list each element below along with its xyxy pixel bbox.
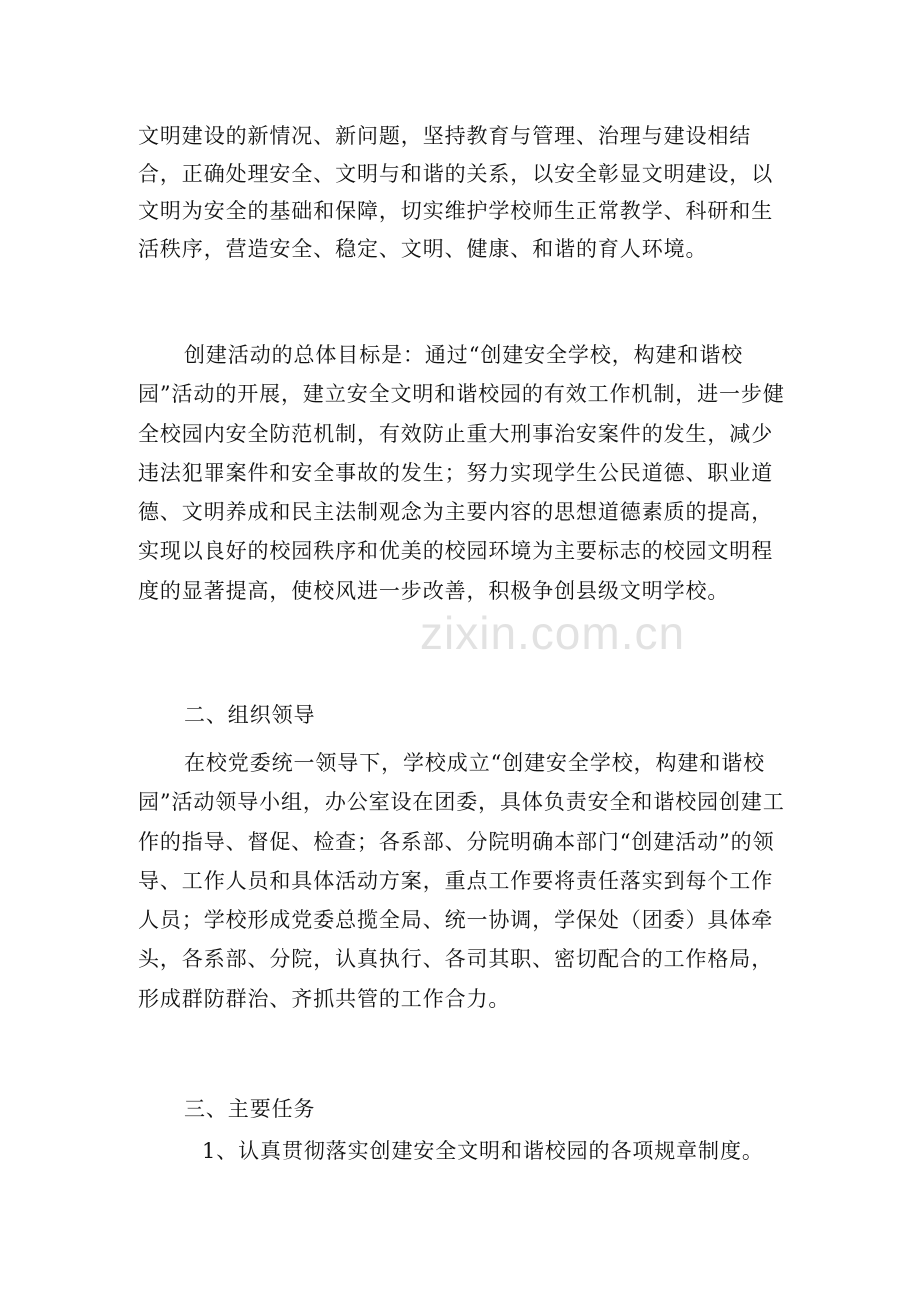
paragraph-overall-goal: 创建活动的总体目标是：通过“创建安全学校，构建和谐校园”活动的开展，建立安全文明和谐校园的有效工作机制，进一步健全校园内安全防范机制，有效防止重大刑事治安案件的发生，减少违法犯罪案件和安全事故的发生；努力实现学生公民道德、职业道德、文明养成和民主法制观念为主要内容的思想道德素质的提高，实现以良好的校园秩序和优美的校园环境为主要标志的校园文明程度的显著提高，使校风进一步改善，积极争创县级文明学校。 xyxy=(138,343,785,603)
task-item-1: 1、认真贯彻落实创建安全文明和谐校园的各项规章制度。 xyxy=(202,1139,764,1163)
paragraph-continuation: 文明建设的新情况、新问题，坚持教育与管理、治理与建设相结合，正确处理安全、文明与和谐的关系，以安全彰显文明建设，以文明为安全的基础和保障，切实维护学校师生正常教学、科研和生活秩序，营造安全、稳定、文明、健康、和谐的育人环境。 xyxy=(138,124,774,261)
section-heading-organization: 二、组织领导 xyxy=(184,703,316,727)
paragraph-organization: 在校党委统一领导下，学校成立“创建安全学校，构建和谐校园”活动领导小组，办公室设在团委，具体负责安全和谐校园创建工作的指导、督促、检查；各系部、分院明确本部门“创建活动”的领导、工作人员和具体活动方案，重点工作要将责任落实到每个工作人员；学校形成党委总揽全局、统一协调，学保处（团委）具体牵头，各系部、分院，认真执行、各司其职、密切配合的工作格局，形成群防群治、齐抓共管的工作合力。 xyxy=(138,751,785,1011)
watermark: zixin.com.cn xyxy=(420,607,686,659)
section-heading-main-tasks: 三、主要任务 xyxy=(184,1097,316,1121)
